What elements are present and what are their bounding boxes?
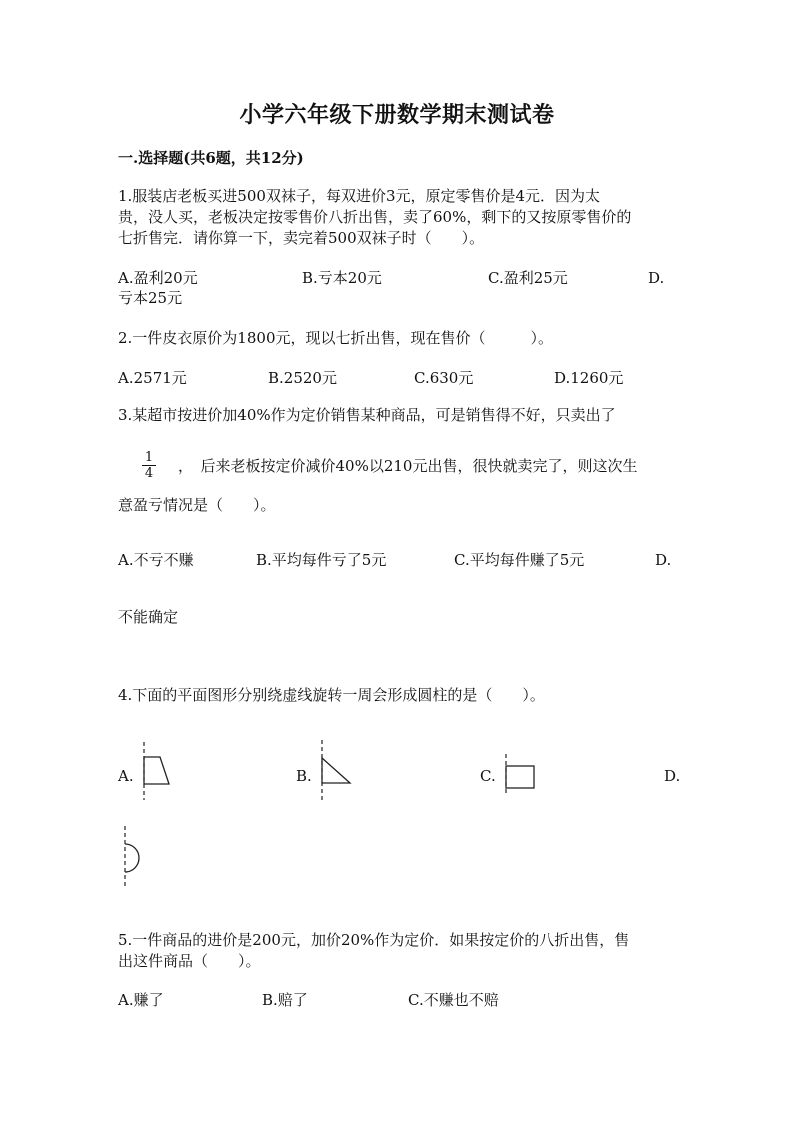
fraction-numerator: 1 [142, 450, 156, 466]
q3-line-1: 3.某超市按进价加40%作为定价销售某种商品，可是销售得不好，只卖出了 [118, 406, 616, 424]
q3-fraction [142, 450, 156, 481]
q2-text: 2.一件皮衣原价为1800元，现以七折出售，现在售价（ ）。 [118, 329, 553, 347]
q4-option-d[interactable]: D. [664, 767, 681, 785]
q2-option-a[interactable]: A.2571元 [118, 369, 187, 387]
fraction-denominator: 4 [144, 466, 154, 481]
q2-option-b[interactable]: B.2520元 [268, 369, 337, 387]
q5-line-2: 出这件商品（ ）。 [118, 952, 261, 970]
q1-option-d[interactable]: D. [648, 269, 665, 287]
q4-text: 4.下面的平面图形分别绕虚线旋转一周会形成圆柱的是（ ）。 [118, 686, 545, 704]
q5-line-1: 5.一件商品的进价是200元，加价20%作为定价．如果按定价的八折出售，售 [118, 931, 630, 949]
page-title: 小学六年级下册数学期末测试卷 [239, 102, 555, 128]
q1-option-b[interactable]: B.亏本20元 [302, 269, 382, 287]
q3-line-2: ， 后来老板按定价减价40%以210元出售，很快就卖完了，则这次生 [178, 457, 638, 475]
q1-option-d-text[interactable]: 亏本25元 [118, 289, 183, 307]
q3-option-c[interactable]: C.平均每件赚了5元 [454, 551, 585, 569]
q1-option-c[interactable]: C.盈利25元 [488, 269, 568, 287]
q3-option-a[interactable]: A.不亏不赚 [118, 551, 194, 569]
q1-option-a[interactable]: A.盈利20元 [118, 269, 198, 287]
q1-line-2: 贵，没人买，老板决定按零售价八折出售，卖了60%，剩下的又按原零售价的 [118, 208, 632, 226]
rectangle-figure-icon [498, 754, 538, 796]
q3-option-b[interactable]: B.平均每件亏了5元 [256, 551, 387, 569]
q5-option-a[interactable]: A.赚了 [118, 991, 164, 1009]
q4-option-b[interactable]: B. [296, 767, 312, 785]
q5-option-c[interactable]: C.不赚也不赔 [408, 991, 499, 1009]
q1-line-1: 1.服装店老板买进500双袜子，每双进价3元，原定零售价是4元．因为太 [118, 187, 601, 205]
q2-option-d[interactable]: D.1260元 [554, 369, 624, 387]
q3-option-d[interactable]: D. [655, 551, 672, 569]
q4-option-a[interactable]: A. [118, 767, 134, 785]
section-heading: 一.选择题(共6题，共12分) [118, 149, 304, 167]
q2-option-c[interactable]: C.630元 [414, 369, 474, 387]
q3-line-3: 意盈亏情况是（ ）。 [118, 496, 276, 514]
trapezoid-figure-icon [136, 742, 176, 802]
semicircle-figure-icon [118, 826, 148, 888]
q5-option-b[interactable]: B.赔了 [262, 991, 308, 1009]
triangle-figure-icon [314, 740, 356, 802]
q4-option-c[interactable]: C. [480, 767, 496, 785]
q3-option-d-text[interactable]: 不能确定 [118, 608, 179, 626]
q1-line-3: 七折售完．请你算一下，卖完着500双袜子时（ ）。 [118, 229, 485, 247]
